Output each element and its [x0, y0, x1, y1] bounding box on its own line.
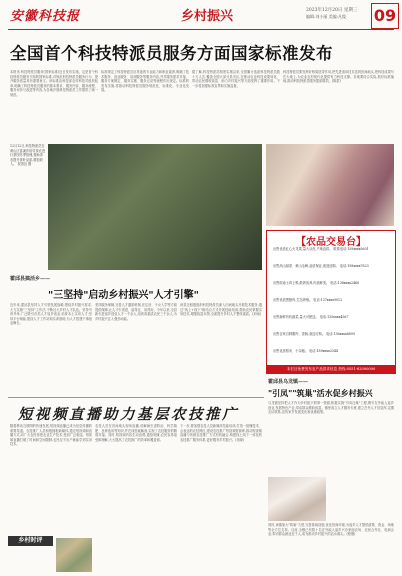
- editor-credit: 编辑:刘小丽 美编:凡俊: [306, 14, 346, 19]
- photo-caption: 12月12日,科技特派员在黄山区富溪乡指导茶农进行茶园冬季管理,帮助茶农提升茶叶品质,增加收入。 祝国良 摄: [10, 144, 46, 167]
- dragonfruit-photo: [266, 144, 394, 226]
- newspaper-logo: 安徽科技报: [10, 9, 81, 24]
- section-divider: [8, 397, 264, 398]
- page-headline: 全国首个科技特派员服务方面国家标准发布: [10, 44, 333, 63]
- page-number: 09: [371, 3, 399, 29]
- ad-row: 出售皖南土鸡土鸭,散养放养,肉质鲜美。 电话:138xxxx2468: [273, 281, 360, 285]
- ad-row: 出售农家自制腊肉、香肠,欢迎订购。 电话:136xxxx8899: [273, 332, 355, 336]
- story3-title: 短视频直播助力基层农技推广: [18, 406, 239, 423]
- masthead-rule: [8, 29, 394, 30]
- story3-col-3: 下一步,要加强农技人员新媒体技能培训,打造一批懂技术、会表达的农技网红,建设农技推广短视频资源库,推动短视频直播与传统农技推广方式有机融合,构建线上线下一体化的农技推广服务体系,更好服务乡村振兴。(吴晓): [180, 424, 262, 442]
- story4-kicker: 霍邱县乌龙镇——: [268, 379, 309, 385]
- lead-story-col-2: 标准规定了科技特派员应具备的专业能力和职业素养,明确了技术服务、创业服务、培训服务等服务内容,并对服务需求对接、服务方案制定、服务实施、服务记录等流程作出规定。标准的发布实施,将推动科技特派员服务规范化、标准化、专业化发展。: [101, 70, 189, 93]
- story3-photo: [56, 538, 92, 572]
- lead-story-col-3: 据了解,科技特派员制度实施以来,全国累计选派科技特派员数十万人次,覆盖全国大部分县市区,在推动农业科技成果转化、带动农民增收致富、助力乡村振兴等方面发挥了重要作用。下一步将加强标准宣贯和实施监督。: [192, 70, 280, 88]
- market-ad-box: [266, 230, 396, 374]
- story2-kicker: 霍邱县搞活乡——: [10, 276, 51, 282]
- column-tag: 乡村时评: [8, 536, 53, 546]
- ad-footer: 本栏目免费发布农产品供求信息 热线:0551-62000000: [267, 365, 395, 373]
- story2-col-3: 该县还积极组织科技特派员深入田间地头开展技术服务,通过"线上+线下"相结合方式开展技能培训,帮助农民掌握实用技术,增强致富本领,全面提升乡村人才整体素质。(刘雨): [180, 303, 262, 317]
- ad-row: 出售优质红心火龙果,量大从优,产地直供。 联系电话:159xxxx5601: [273, 247, 369, 251]
- story4-title: "引凤""筑巢"活水促乡村振兴: [268, 389, 373, 398]
- story2-col-2: 坚持服务保障,完善人才激励机制,在住房、子女入学等方面提供保障,让人才引得进、留得住、用得好。今年以来,全县新引进返乡创业人才一千余人,培育高素质农民三千余人,为乡村振兴注入强劲动能。: [95, 303, 177, 321]
- story4-photo: [268, 477, 326, 521]
- story4-col-1: 乌龙镇坚持把人才作为乡村振兴的第一资源,积极实施"引凤还巢"工程,吸引在外能人返乡创业,发展特色产业,带动群众增收致富。镇里成立人才服务专班,建立在外人才信息库,定期走访联系,宣传家乡发展变化和优惠政策。: [268, 401, 394, 415]
- ad-row: 出售新鲜有机蔬菜,量大可配送。 电话:135xxxx4567: [273, 315, 349, 319]
- story2-title: "三坚持"启动乡村振兴"人才引擎": [48, 290, 199, 301]
- ad-row: 出售优质黑猪肉,生态养殖。 电话:137xxxx9012: [273, 298, 343, 302]
- section-title: 乡村振兴: [181, 9, 234, 24]
- ad-title: 【农品交易台】: [296, 237, 366, 248]
- issue-date: 2023年12月20日 星期三: [306, 8, 358, 13]
- lead-story-col-4: 科技特派员要发挥好桥梁纽带作用,把先进适用技术送到田间地头,把科技成果写在大地上,为农业农村现代化提供有力科技支撑。各地要结合实际,抓好标准落地,推动科技特派员服务提质增效。(陈蒙): [283, 70, 394, 84]
- lead-story-col-1: 本报讯 科技特派员服务(国家标准)近日发布实施。这是首个科技特派员服务方面的国家标准,对规范科技特派员服务行为、提升服务质量具有重要意义。该标准由科技部农村科技司组织起草,明确了科技特派员服务的基本要求、服务内容、服务流程、服务评价与改进等内容,为各地开展科技特派员工作提供了统一规范。: [10, 70, 98, 97]
- ad-row: 出售优质稻米、小杂粮。 电话:189xxxx3344: [273, 349, 338, 353]
- story4-col-2: 同时,该镇加大"筑巢"力度,完善基础设施,优化营商环境,为返乡人才提供政策、资金、场地等全方位支持。目前,全镇已有数十名在外能人返乡兴办家庭农场、农民合作社、电商企业,带动群众就业近千人,成为推动乡村振兴的活水源头。(程刚): [268, 523, 394, 537]
- story3-col-2: 农技人员在田间地头现场直播,讲解病虫害防治、科学施肥、良种选用等知识,并在线答疑解惑,实现了农技服务的精准对接。同时,短视频内容生动直观,通俗易懂,农民容易接受和理解,大大提高了农技推广的效率和覆盖面。: [95, 424, 177, 442]
- story2-col-1: 近年来,霍邱县坚持人才引领发展战略,围绕乡村振兴需求,大力实施"三坚持"工作法,不断壮大乡村人才队伍。坚持引育并举,广泛吸引各类人才返乡创业,培育本土实用人才;坚持平台赋能,建设人才工作站和实训基地,为人才搭建干事创业舞台。: [10, 303, 92, 326]
- story3-col-1: 随着移动互联网的快速发展,短视频直播已成为信息传播的重要渠道。农技推广人员积极拥抱新媒体,通过短视频和直播方式,向广大农民传授农业生产技术,受到广泛欢迎。短视频直播打破了时间和空间限制,农民足不出户就能学到实用技术。: [10, 424, 92, 447]
- tea-farm-photo: [48, 144, 262, 270]
- ad-row: 出售高山绿茶、黄山毛峰,品质保证,欢迎选购。 电话:158xxxx7823: [273, 264, 369, 268]
